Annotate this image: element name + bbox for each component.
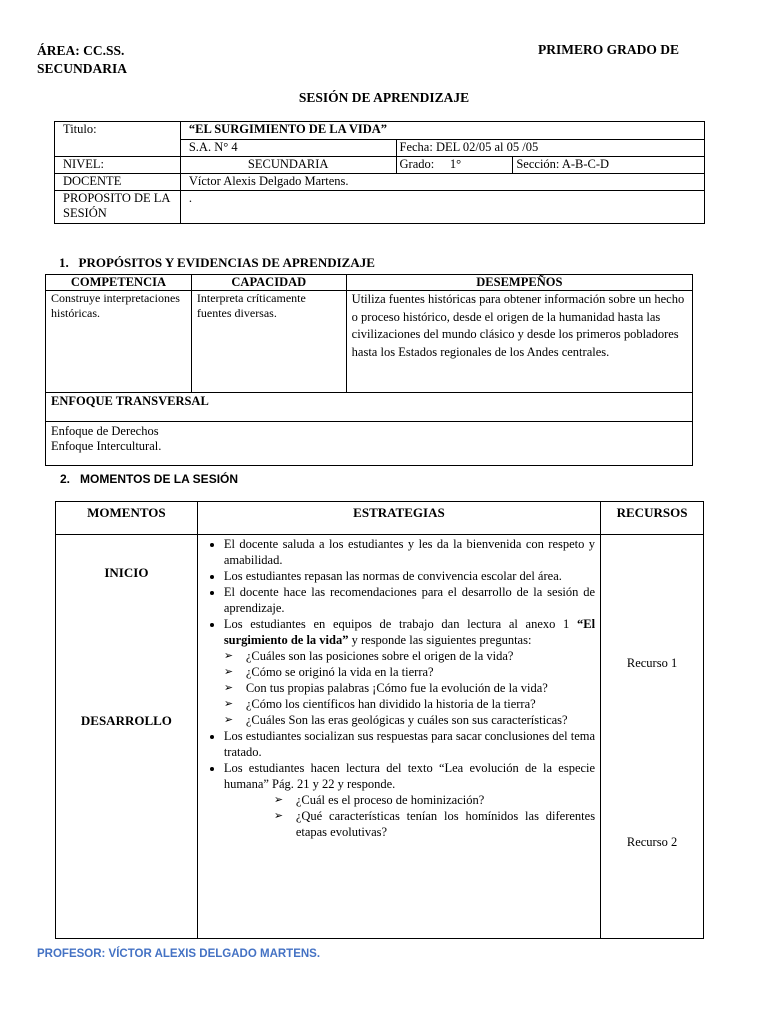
section-2-title: 2. MOMENTOS DE LA SESIÓN xyxy=(60,472,239,486)
annex-title: “El surgimiento de la vida” xyxy=(223,617,596,647)
text-questions xyxy=(198,792,595,840)
strategy-rules: • Los estudiantes repasan las normas de convivencia escolar del área. xyxy=(224,568,595,584)
annex-questions xyxy=(198,648,595,728)
grade-value: Grado: 1° xyxy=(396,157,513,174)
sa-number: S.A. N° 4 xyxy=(180,140,396,157)
purpose-label: PROPOSITO DE LA SESIÓN xyxy=(55,191,181,224)
capacity-cell: Interpreta críticamente fuentes diversas. xyxy=(191,291,346,393)
section-1-title: 1. PROPÓSITOS Y EVIDENCIAS DE APRENDIZAJE xyxy=(59,255,375,270)
cross-cutting-list xyxy=(46,422,693,466)
level-value: SECUNDARIA xyxy=(180,157,396,174)
strategy-socialize: • Los estudiantes socializan sus respuestas para sacar conclusiones del tema tratado. xyxy=(224,728,595,760)
question-item: ➢ ¿Cuáles Son las eras geológicas y cuáles son sus características? xyxy=(246,712,595,728)
question-item: ➢ ¿Cómo se originó la vida en la tierra? xyxy=(246,664,595,680)
resources-header: RECURSOS xyxy=(601,502,704,535)
question-item: ➢ Con tus propias palabras ¡Cómo fue la evolución de la vida? xyxy=(246,680,595,696)
question-item: ➢ ¿Cuál es el proceso de hominización? xyxy=(296,792,595,808)
strategy-reading-annex xyxy=(224,616,595,728)
performance-cell: Utiliza fuentes históricas para obtener información sobre un hecho o proceso histórico, desde el origen de la humanidad hasta las civilizaciones del mundo clásico y desde los primeros pobladores hasta los Estados regionales de los Andes centrales. xyxy=(346,291,692,393)
capacity-header: CAPACIDAD xyxy=(191,275,346,291)
moment-start: INICIO xyxy=(104,565,149,580)
strategy-reading-text: • Los estudiantes hacen lectura del texto “Lea evolución de la especie humana” Pág. 21 y 22 y responde. xyxy=(224,760,595,792)
grade-heading: PRIMERO GRADO DE xyxy=(538,42,679,57)
section-value: Sección: A-B-C-D xyxy=(513,157,705,174)
performance-header: DESEMPEÑOS xyxy=(346,275,692,291)
teacher-label: DOCENTE xyxy=(55,174,181,191)
teacher-footer: PROFESOR: VÍCTOR ALEXIS DELGADO MARTENS. xyxy=(37,948,321,960)
area-level: SECUNDARIA xyxy=(37,61,128,76)
resource-2: Recurso 2 xyxy=(626,835,678,849)
moments-cell xyxy=(56,535,198,939)
strategies-header: ESTRATEGIAS xyxy=(197,502,600,535)
level-label: NIVEL: xyxy=(55,157,181,174)
date-range: Fecha: DEL 02/05 al 05 /05 xyxy=(396,140,705,157)
strategy-recommendations: • El docente hace las recomendaciones para el desarrollo de la sesión de aprendizaje. xyxy=(224,584,595,616)
session-title: SESIÓN DE APRENDIZAJE xyxy=(298,90,470,105)
strategy-list xyxy=(198,536,595,792)
session-info-table xyxy=(54,121,705,224)
moment-development: DESARROLLO xyxy=(80,713,172,728)
annex-text-post: y responde las siguientes preguntas: xyxy=(348,633,532,647)
area-heading xyxy=(37,42,127,78)
competency-cell: Construye interpretaciones históricas. xyxy=(46,291,192,393)
title-label: Titulo: xyxy=(55,122,181,157)
question-item: ➢ ¿Cómo los científicos han dividido la historia de la tierra? xyxy=(246,696,595,712)
moments-header: MOMENTOS xyxy=(56,502,198,535)
competency-header: COMPETENCIA xyxy=(46,275,192,291)
competencies-table xyxy=(45,274,693,466)
strategies-cell xyxy=(197,535,600,939)
cross-cutting-header: ENFOQUE TRANSVERSAL xyxy=(46,393,693,422)
approach-intercultural: Enfoque Intercultural. xyxy=(51,439,162,453)
area-label: ÁREA: CC.SS. xyxy=(37,43,125,58)
resources-cell xyxy=(601,535,704,939)
annex-text-pre: Los estudiantes en equipos de trabajo dan lectura al anexo 1 xyxy=(223,617,577,631)
question-item: ➢ ¿Cuáles son las posiciones sobre el origen de la vida? xyxy=(246,648,595,664)
question-item: ➢ ¿Qué características tenían los homínidos las diferentes etapas evolutivas? xyxy=(296,808,595,840)
purpose-value: . xyxy=(180,191,704,224)
session-moments-table xyxy=(55,501,704,939)
resource-1: Recurso 1 xyxy=(626,656,678,670)
approach-rights: Enfoque de Derechos xyxy=(51,424,159,438)
strategy-greeting: • El docente saluda a los estudiantes y les da la bienvenida con respeto y amabilidad. xyxy=(224,536,595,568)
teacher-value: Víctor Alexis Delgado Martens. xyxy=(180,174,704,191)
title-value: “EL SURGIMIENTO DE LA VIDA” xyxy=(180,122,704,140)
